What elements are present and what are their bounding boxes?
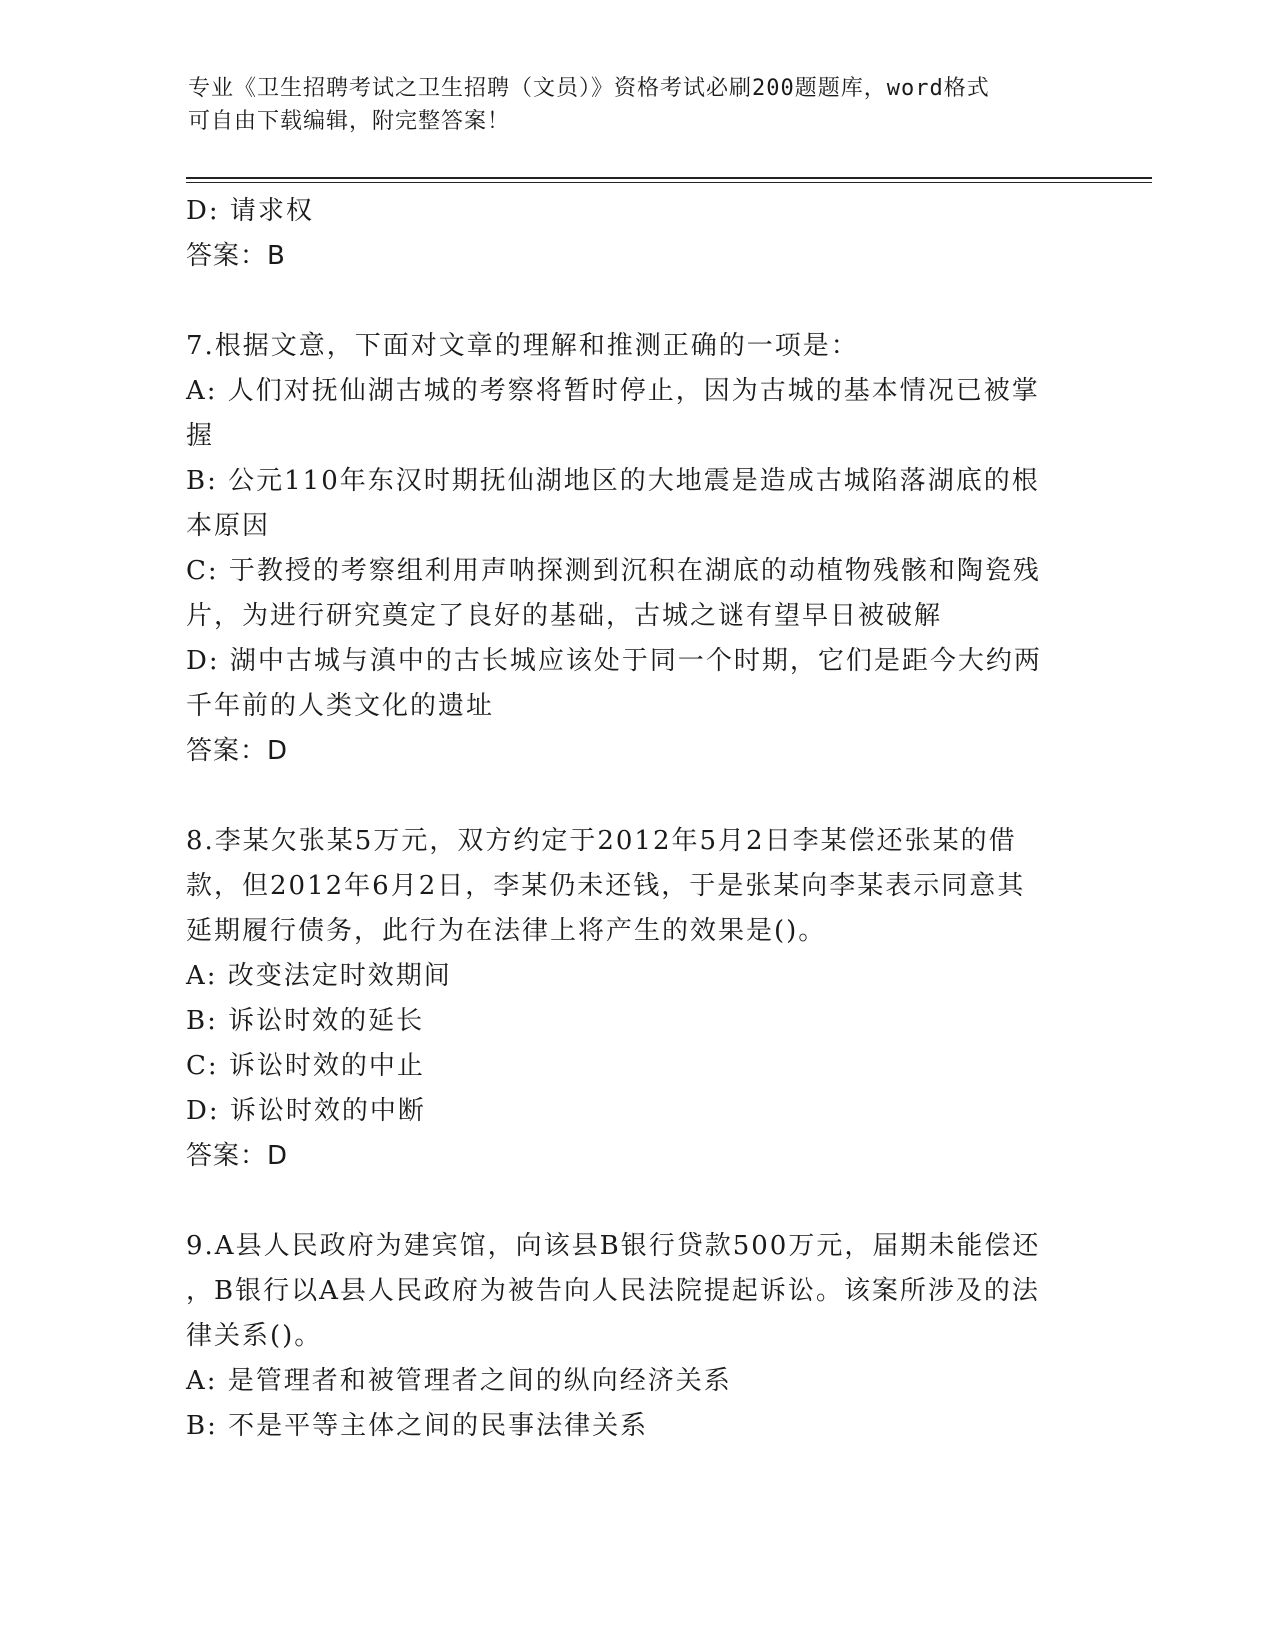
document-header: [188, 72, 1068, 138]
q7-option-b-line-1: B: 公元110年东汉时期抚仙湖地区的大地震是造成古城陷落湖底的根: [186, 466, 1040, 496]
header-title-line-1: 专业《卫生招聘考试之卫生招聘（文员）》资格考试必刷200题题库，word格式: [188, 76, 990, 101]
q8-option-d: D: 诉讼时效的中断: [186, 1096, 426, 1126]
q8-option-a: A: 改变法定时效期间: [186, 961, 452, 991]
q7-stem: 7.根据文意，下面对文章的理解和推测正确的一项是：: [186, 331, 859, 361]
q9-stem-line-3: 律关系()。: [186, 1321, 323, 1351]
spacer: [186, 279, 1086, 324]
question-list: [186, 189, 1086, 1449]
q7-option-a-line-2: 握: [186, 421, 215, 451]
q6-option-d: D: 请求权: [186, 196, 314, 226]
q8-option-c: C: 诉讼时效的中止: [186, 1051, 425, 1081]
q9-option-a: A: 是管理者和被管理者之间的纵向经济关系: [186, 1366, 732, 1396]
spacer: [186, 1179, 1086, 1224]
q7-option-c-line-1: C: 于教授的考察组利用声呐探测到沉积在湖底的动植物残骸和陶瓷残: [186, 556, 1041, 586]
q7-option-b-line-2: 本原因: [186, 511, 271, 541]
header-divider-thin: [186, 182, 1152, 183]
q9-stem-line-2: ，B银行以A县人民政府为被告向人民法院提起诉讼。该案所涉及的法: [186, 1276, 1040, 1306]
q7-option-a-line-1: A: 人们对抚仙湖古城的考察将暂时停止，因为古城的基本情况已被掌: [186, 376, 1040, 406]
q8-answer: 答案：D: [186, 1141, 289, 1171]
q8-stem-line-2: 款，但2012年6月2日，李某仍未还钱，于是张某向李某表示同意其: [186, 871, 1026, 901]
spacer: [186, 774, 1086, 819]
q8-stem-line-1: 8.李某欠张某5万元，双方约定于2012年5月2日李某偿还张某的借: [186, 826, 1017, 856]
q7-answer: 答案：D: [186, 736, 289, 766]
q7-option-c-line-2: 片，为进行研究奠定了良好的基础，古城之谜有望早日被破解: [186, 601, 943, 631]
q8-stem-line-3: 延期履行债务，此行为在法律上将产生的效果是()。: [186, 916, 827, 946]
header-divider-thick: [186, 177, 1152, 179]
q7-option-d-line-2: 千年前的人类文化的遗址: [186, 691, 495, 721]
q8-option-b: B: 诉讼时效的延长: [186, 1006, 425, 1036]
q7-option-d-line-1: D: 湖中古城与滇中的古长城应该处于同一个时期，它们是距今大约两: [186, 646, 1042, 676]
q9-option-b: B: 不是平等主体之间的民事法律关系: [186, 1411, 649, 1441]
header-title-line-2: 可自由下载编辑，附完整答案！: [188, 109, 511, 134]
q9-stem-line-1: 9.A县人民政府为建宾馆，向该县B银行贷款500万元，届期未能偿还: [186, 1231, 1041, 1261]
q6-answer: 答案：B: [186, 241, 286, 271]
